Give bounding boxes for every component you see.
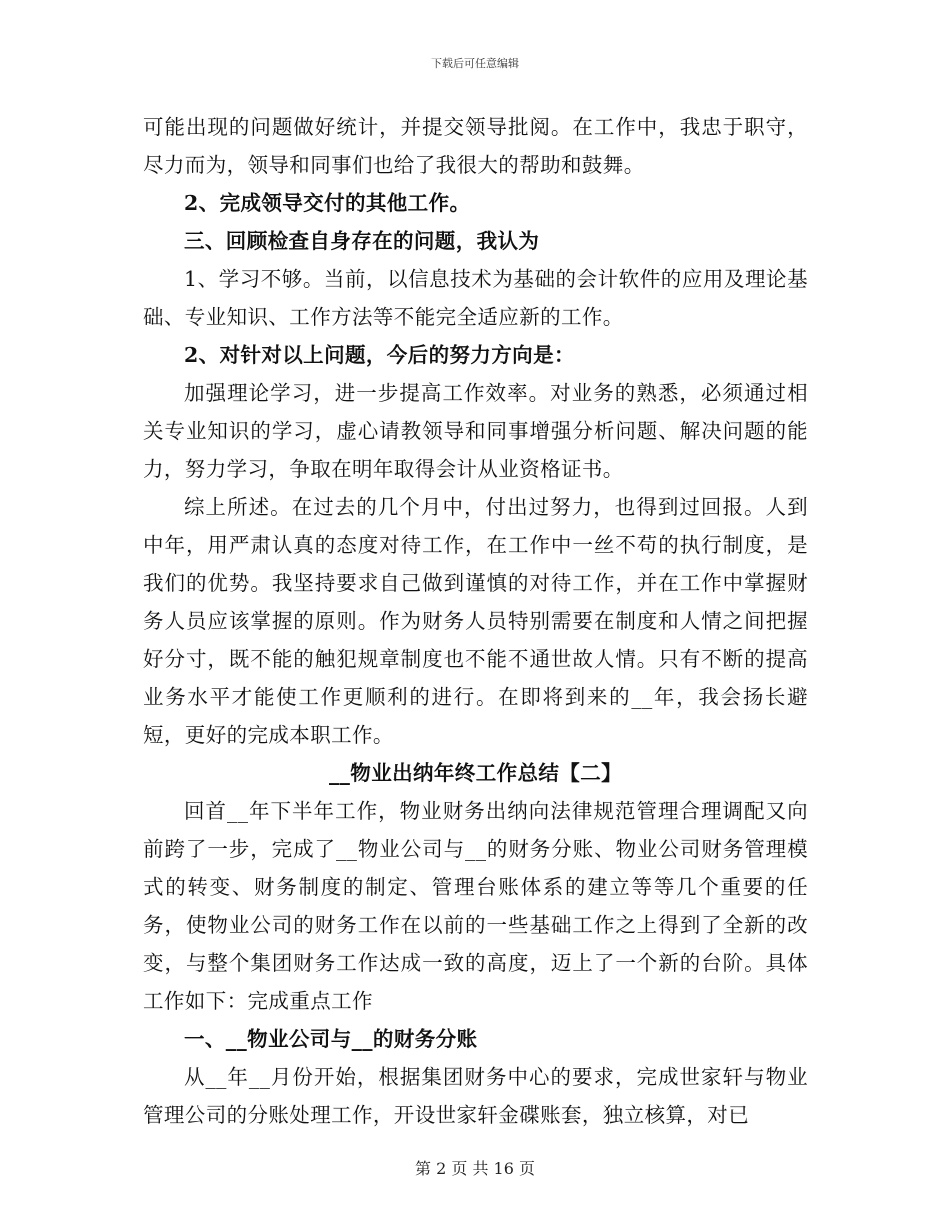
item-other-work: 2、完成领导交付的其他工作。 [184,191,471,215]
section-title-2: __物业出纳年终工作总结【二】 [329,761,622,785]
document-body [143,108,808,1134]
page-footer: 第 2 页 共 16 页 [415,1159,535,1178]
paragraph-account-split: 从__年__月份开始，根据集团财务中心的要求，完成世家轩与物业管理公司的分账处理工作，开设世家轩金碟账套，独立核算，对已 [143,1065,808,1127]
paragraph-review: 回首__年下半年工作，物业财务出纳向法律规范管理合理调配又向前跨了一步，完成了__物业公司与__的财务分账、物业公司财务管理模式的转变、财务制度的制定、管理台账体系的建立等等几个重要的任务，使物业公司的财务工作在以前的一些基础工作之上得到了全新的改变，与整个集团财务工作达成一致的高度，迈上了一个新的台阶。具体工作如下：完成重点工作 [143,799,808,1013]
paragraph-continuation: 可能出现的问题做好统计，并提交领导批阅。在工作中，我忠于职守，尽力而为，领导和同事们也给了我很大的帮助和鼓舞。 [143,115,808,177]
section-heading-account-split: 一、__物业公司与__的财务分账 [184,1027,478,1051]
page-header: 下载后可任意编辑 [431,57,519,70]
item-improvement-direction: 2、对针对以上问题，今后的努力方向是： [184,343,575,367]
paragraph-summary: 综上所述。在过去的几个月中，付出过努力，也得到过回报。人到中年，用严肃认真的态度对待工作，在工作中一丝不苟的执行制度，是我们的优势。我坚持要求自己做到谨慎的对待工作，并在工作中掌握财务人员应该掌握的原则。作为财务人员特别需要在制度和人情之间把握好分寸，既不能的触犯规章制度也不能不通世故人情。只有不断的提高业务水平才能使工作更顺利的进行。在即将到来的__年，我会扬长避短，更好的完成本职工作。 [143,495,808,747]
item-study-insufficient: 1、学习不够。当前，以信息技术为基础的会计软件的应用及理论基础、专业知识、工作方法等不能完全适应新的工作。 [143,267,808,329]
section-heading-problems: 三、回顾检查自身存在的问题，我认为 [184,229,540,253]
paragraph-strengthen-study: 加强理论学习，进一步提高工作效率。对业务的熟悉，必须通过相关专业知识的学习，虚心请教领导和同事增强分析问题、解决问题的能力，努力学习，争取在明年取得会计从业资格证书。 [143,381,808,481]
